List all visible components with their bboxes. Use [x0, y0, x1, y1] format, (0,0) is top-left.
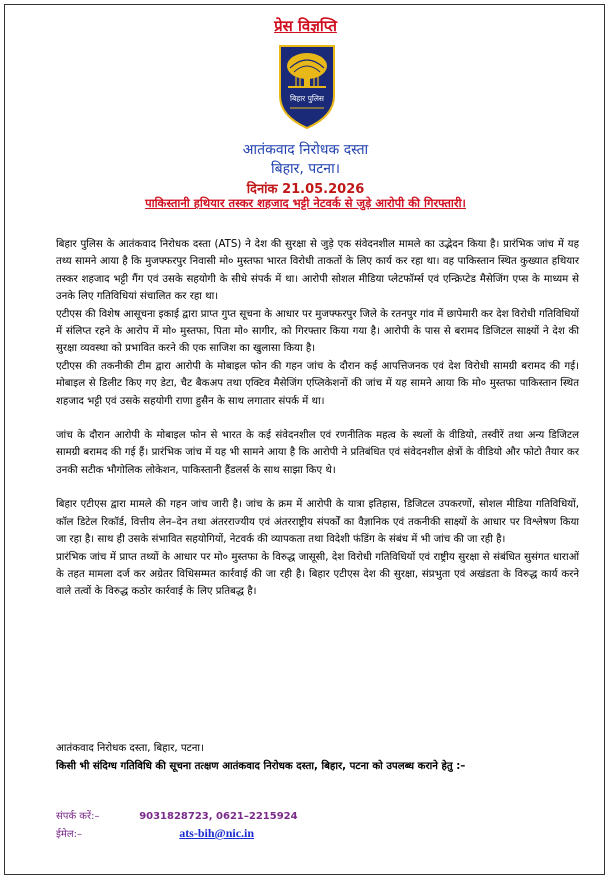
signature: आतंकवाद निरोधक दस्ता, बिहार, पटना।	[56, 743, 204, 754]
press-release-title: प्रेस विज्ञप्ति	[274, 17, 337, 35]
org-name: आतंकवाद निरोधक दस्ता	[242, 142, 369, 158]
public-notice: किसी भी संदिग्ध गतिविधि की सूचना तत्क्षण आतंकवाद निरोधक दस्ता, बिहार, पटना को उपलब्ध कराने हेतु :–	[56, 761, 466, 772]
phone-row	[56, 808, 298, 822]
paragraph-6: प्रारंभिक जांच में प्राप्त तथ्यों के आधार पर मो० मुस्तफा के विरुद्ध जासूसी, देश विरोधी गतिविधियों एवं राष्ट्रीय सुरक्षा से संबंधित सुसंगत धाराओं के तहत मामला दर्ज कर अग्रेतर विधिसम्मत कार्रवाई की जा रही है। बिहार एटीएस देश की सुरक्षा, संप्रभुता एवं अखंडता के विरुद्ध कार्य करने वाले तत्वों के विरुद्ध कठोर कार्रवाई के लिए प्रतिबद्ध है।	[56, 551, 579, 598]
bihar-police-logo	[274, 42, 340, 130]
paragraph-2: एटीएस की विशेष आसूचना इकाई द्वारा प्राप्त गुप्त सूचना के आधार पर मुजफ्फरपुर जिले के रतनपुर गांव में छापेमारी कर देश विरोधी गतिविधियों में संलिप्त रहने के आरोप में मो० मुस्तफा, पिता मो० सागीर, को गिरफ्तार किया गया है। आरोपी के पास से बरामद डिजिटल साक्ष्यों ने देश की सुरक्षा व्यवस्था को प्रभावित करने की एक साजिश का खुलासा किया है।	[56, 308, 579, 355]
phone-value[interactable]: 9031828723, 0621–2215924	[139, 811, 298, 822]
paragraph-4: जांच के दौरान आरोपी के मोबाइल फोन से भारत के कई संवेदनशील एवं रणनीतिक महत्व के स्थलों के वीडियो, तस्वीरें तथा अन्य डिजिटल सामग्री बरामद की गई हैं। प्रारंभिक जांच में यह भी सामने आया है कि आरोपी ने प्रतिबंधित एवं संवेदनशील क्षेत्रों के वीडियो और फोटो तैयार कर उनकी सटीक भौगोलिक लोकेशन, पाकिस्तानी हैंडलर्स के साथ साझा किए थे।	[56, 430, 579, 476]
paragraph-1: बिहार पुलिस के आतंकवाद निरोधक दस्ता (ATS) ने देश की सुरक्षा से जुड़े एक संवेदनशील मामले का उद्भेदन किया है। प्रारंभिक जांच में यह तथ्य सामने आया है कि मुजफ्फरपुर निवासी मो० मुस्तफा भारत विरोधी ताकतों के लिए कार्य कर रहा था। वह पाकिस्तान स्थित कुख्यात हथियार तस्कर शहजाद भट्टी गैंग एवं उसके सहयोगी के सीधे संपर्क में था। आरोपी सोशल मीडिया प्लेटफॉर्म्स एवं एन्क्रिप्टेड मैसेजिंग एप्स के माध्यम से उनके लिए गतिविधियां संचालित कर रहा था।	[56, 239, 579, 303]
release-date	[0, 179, 611, 197]
headline: पाकिस्तानी हथियार तस्कर शहजाद भट्टी नेटवर्क से जुड़े आरोपी की गिरफ्तारी।	[145, 196, 466, 210]
svg-text:बिहार पुलिस: बिहार पुलिस	[290, 94, 324, 103]
police-emblem-icon	[274, 42, 340, 130]
date-label: दिनांक	[246, 182, 278, 197]
org-location: बिहार, पटना।	[270, 161, 341, 177]
paragraph-3: एटीएस की तकनीकी टीम द्वारा आरोपी के मोबाइल फोन की गहन जांच के दौरान कई आपत्तिजनक एवं देश विरोधी सामग्री बरामद की गई। मोबाइल से डिलीट किए गए डेटा, चैट बैकअप तथा एक्टिव मैसेजिंग एप्लिकेशनों की जांच में यह सामने आया कि मो० मुस्तफा पाकिस्तान स्थित शहजाद भट्टी एवं उसके सहयोगी राणा हुसैन के साथ लगातार संपर्क में था।	[56, 360, 579, 407]
release-body	[56, 236, 579, 601]
email-row	[56, 826, 254, 841]
email-link[interactable]: ats-bih@nic.in	[179, 826, 255, 840]
email-label: ईमेल:–	[56, 829, 83, 840]
paragraph-5: बिहार एटीएस द्वारा मामले की गहन जांच जारी है। जांच के क्रम में आरोपी के यात्रा इतिहास, डिजिटल उपकरणों, सोशल मीडिया गतिविधियों, कॉल डिटेल रिकॉर्ड, वित्तीय लेन–देन तथा अंतरराज्यीय एवं अंतरराष्ट्रीय संपर्कों का वैज्ञानिक एवं तकनीकी साक्ष्यों के आधार पर विश्लेषण किया जा रहा है। साथ ही उसके संभावित सहयोगियों, नेटवर्क की व्यापकता तथा विदेशी फंडिंग के संबंध में भी जांच की जा रही है।	[56, 499, 579, 546]
date-value: 21.05.2026	[282, 182, 365, 197]
phone-label: संपर्क करें:–	[56, 811, 100, 822]
